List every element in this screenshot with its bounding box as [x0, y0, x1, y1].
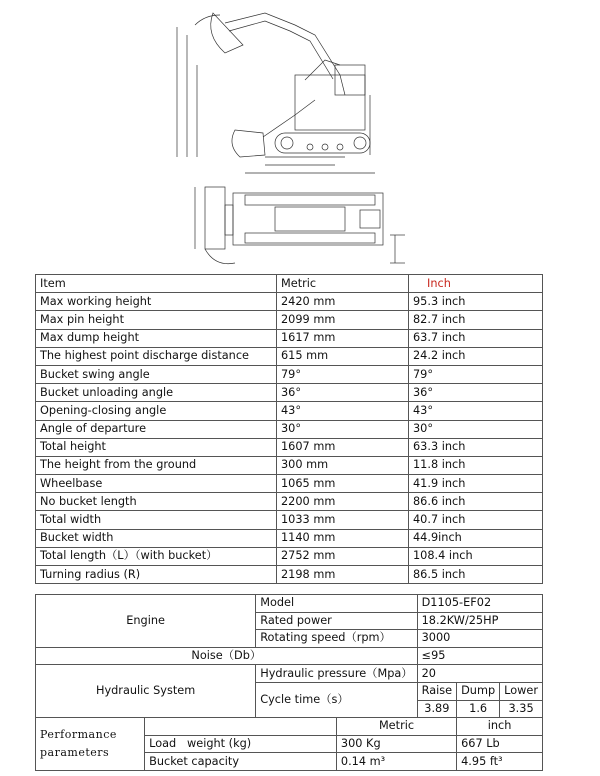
track-wheel	[354, 137, 366, 149]
spec-inch: 40.7 inch	[409, 511, 543, 529]
bucket-lowered	[232, 130, 265, 157]
spec-inch: 11.8 inch	[409, 456, 543, 474]
spec-row	[36, 347, 543, 365]
power-value: 18.2KW/25HP	[417, 612, 542, 630]
spec-row	[36, 566, 543, 584]
cycle-value-lower: 3.35	[500, 700, 543, 718]
spec-inch: 24.2 inch	[409, 347, 543, 365]
cycle-label: Cycle time（s）	[256, 682, 417, 717]
bucket-metric: 0.14 m³	[336, 753, 456, 771]
spec-metric: 79°	[277, 365, 409, 383]
spec-row	[36, 547, 543, 565]
engine-top	[275, 207, 345, 231]
speed-value: 3000	[417, 630, 542, 648]
spec-inch: 108.4 inch	[409, 547, 543, 565]
spec-item: The height from the ground	[36, 456, 277, 474]
spec-metric: 43°	[277, 402, 409, 420]
bucket-inch: 4.95 ft³	[457, 753, 543, 771]
engine-cover	[335, 65, 365, 95]
spec-item: Total height	[36, 438, 277, 456]
perf-blank	[145, 718, 337, 736]
item-header: Item	[36, 275, 277, 293]
track	[275, 133, 370, 153]
machine-body	[295, 75, 365, 130]
spec-metric: 1140 mm	[277, 529, 409, 547]
cycle-value-raise: 3.89	[417, 700, 457, 718]
performance-label-line1: Performance	[40, 728, 117, 742]
spec-metric: 2198 mm	[277, 566, 409, 584]
spec-row	[36, 402, 543, 420]
cycle-header-lower: Lower	[500, 682, 543, 700]
lift-arm-raised	[229, 21, 333, 79]
spec-metric: 2200 mm	[277, 493, 409, 511]
spec-metric: 2099 mm	[277, 311, 409, 329]
spec-item: Max pin height	[36, 311, 277, 329]
load-label: Load weight (kg)	[145, 735, 337, 753]
spec-inch: 86.6 inch	[409, 493, 543, 511]
cycle-header-raise: Raise	[417, 682, 457, 700]
spec-row	[36, 511, 543, 529]
spec-header-row	[36, 275, 543, 293]
spec-inch: 86.5 inch	[409, 566, 543, 584]
spec-row	[36, 438, 543, 456]
spec-item: Turning radius (R)	[36, 566, 277, 584]
spec-metric: 1033 mm	[277, 511, 409, 529]
spec-item: Bucket width	[36, 529, 277, 547]
perf-metric-header: Metric	[336, 718, 456, 736]
pressure-label: Hydraulic pressure（Mpa）	[256, 665, 417, 683]
spec-item: Max working height	[36, 293, 277, 311]
perf-inch-header: inch	[457, 718, 543, 736]
performance-label	[36, 718, 145, 771]
spec-item: Bucket swing angle	[36, 365, 277, 383]
load-inch: 667 Lb	[457, 735, 543, 753]
bucket-top-view	[205, 187, 225, 249]
spec-metric: 1065 mm	[277, 475, 409, 493]
spec-metric: 36°	[277, 384, 409, 402]
spec-metric: 2420 mm	[277, 293, 409, 311]
bucket-label: Bucket capacity	[145, 753, 337, 771]
spec-row	[36, 420, 543, 438]
load-metric: 300 Kg	[336, 735, 456, 753]
spec-row	[36, 365, 543, 383]
noise-value: ≤95	[417, 647, 542, 665]
spec-item: No bucket length	[36, 493, 277, 511]
spec-row	[36, 329, 543, 347]
spec-row	[36, 384, 543, 402]
platform-top	[360, 210, 380, 228]
spec-inch: 63.7 inch	[409, 329, 543, 347]
spec-metric: 2752 mm	[277, 547, 409, 565]
roller	[322, 144, 328, 150]
spec-row	[36, 475, 543, 493]
spec-inch: 44.9inch	[409, 529, 543, 547]
skid-steer-technical-drawing	[165, 5, 415, 270]
engine-row-model	[36, 595, 543, 613]
cycle-header-dump: Dump	[457, 682, 500, 700]
spec-metric: 300 mm	[277, 456, 409, 474]
inch-header: Inch	[409, 275, 543, 293]
power-label: Rated power	[256, 612, 417, 630]
engine-hydraulic-table	[35, 594, 543, 771]
hydraulic-label: Hydraulic System	[36, 665, 256, 718]
model-label: Model	[256, 595, 417, 613]
track-top	[245, 195, 375, 205]
spec-item: Wheelbase	[36, 475, 277, 493]
spec-metric: 30°	[277, 420, 409, 438]
spec-item: Angle of departure	[36, 420, 277, 438]
spec-metric: 615 mm	[277, 347, 409, 365]
spec-metric: 1607 mm	[277, 438, 409, 456]
spec-row	[36, 456, 543, 474]
spec-metric: 1617 mm	[277, 329, 409, 347]
spec-row	[36, 293, 543, 311]
spec-item: Opening-closing angle	[36, 402, 277, 420]
spec-item: Total length（L）（with bucket）	[36, 547, 277, 565]
spec-inch: 79°	[409, 365, 543, 383]
roller	[307, 144, 313, 150]
chassis-top-view	[233, 193, 383, 245]
model-value: D1105-EF02	[417, 595, 542, 613]
noise-row	[36, 647, 543, 665]
performance-label-line2: parameters	[40, 746, 110, 760]
spec-item: The highest point discharge distance	[36, 347, 277, 365]
speed-label: Rotating speed（rpm）	[256, 630, 417, 648]
engine-label: Engine	[36, 595, 256, 648]
spec-inch: 82.7 inch	[409, 311, 543, 329]
noise-label: Noise（Db）	[36, 647, 418, 665]
spec-item: Bucket unloading angle	[36, 384, 277, 402]
lift-arm-raised	[225, 13, 345, 95]
metric-header: Metric	[277, 275, 409, 293]
cycle-value-dump: 1.6	[457, 700, 500, 718]
spec-inch: 36°	[409, 384, 543, 402]
spec-inch: 41.9 inch	[409, 475, 543, 493]
pressure-value: 20	[417, 665, 542, 683]
hydraulic-row-pressure	[36, 665, 543, 683]
lift-arm-lowered	[263, 100, 315, 137]
bucket-raised	[211, 13, 243, 53]
specification-table	[35, 274, 543, 584]
turning-radius-arc	[205, 249, 235, 264]
spec-item: Max dump height	[36, 329, 277, 347]
track-bottom	[245, 233, 375, 243]
track-wheel	[281, 137, 293, 149]
spec-item: Total width	[36, 511, 277, 529]
spec-row	[36, 529, 543, 547]
bucket-mount	[225, 205, 233, 235]
perf-header-row	[36, 718, 543, 736]
spec-inch: 43°	[409, 402, 543, 420]
spec-row	[36, 311, 543, 329]
spec-inch: 95.3 inch	[409, 293, 543, 311]
spec-inch: 30°	[409, 420, 543, 438]
spec-row	[36, 493, 543, 511]
roller	[337, 144, 343, 150]
spec-inch: 63.3 inch	[409, 438, 543, 456]
